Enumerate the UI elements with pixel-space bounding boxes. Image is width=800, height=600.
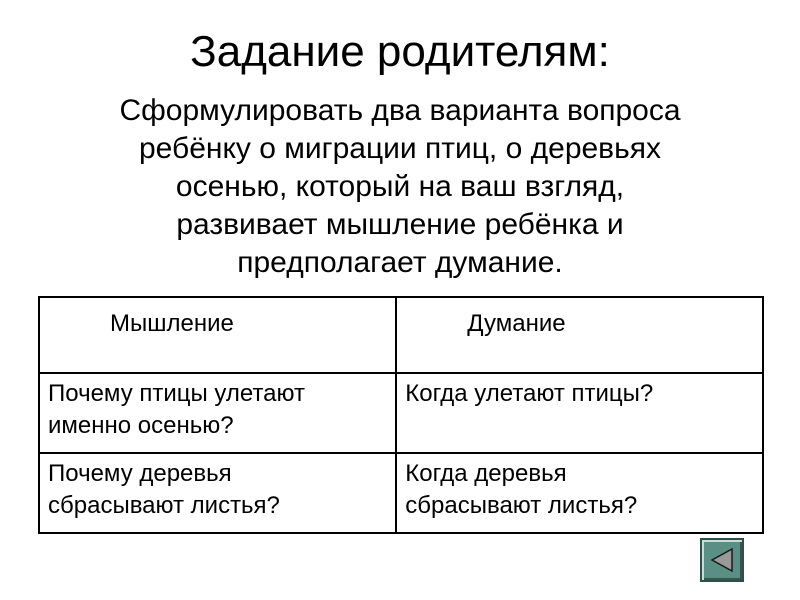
cell-line: Почему птицы улетают	[48, 380, 305, 407]
back-button[interactable]	[700, 538, 744, 582]
table-cell-thinking	[39, 373, 396, 453]
cell-line: Почему деревья	[48, 460, 232, 487]
task-description-line: осенью, который на ваш взгляд,	[175, 170, 625, 203]
table-cell-pondering	[396, 373, 763, 453]
slide-title: Задание родителям:	[190, 27, 610, 76]
task-description	[40, 92, 760, 282]
cell-line: именно осенью?	[48, 412, 234, 439]
cell-line: сбрасывают листья?	[48, 492, 280, 519]
task-description-line: Сформулировать два варианта вопроса	[119, 94, 681, 127]
table-header-row	[39, 297, 763, 373]
triangle-left-icon	[709, 547, 735, 573]
table-cell-thinking	[39, 453, 396, 533]
table-cell-pondering	[396, 453, 763, 533]
task-description-line: предполагает думание.	[237, 246, 563, 279]
table-row	[39, 373, 763, 453]
table-row	[39, 453, 763, 533]
cell-line: Когда улетают птицы?	[405, 380, 654, 407]
header-thinking: Мышление	[39, 297, 396, 373]
cell-line: сбрасывают листья?	[405, 492, 638, 519]
questions-table	[38, 296, 764, 534]
task-description-line: развивает мышление ребёнка и	[176, 208, 624, 241]
header-pondering: Думание	[396, 297, 763, 373]
task-description-line: ребёнку о миграции птиц, о деревьях	[139, 132, 661, 165]
cell-line: Когда деревья	[405, 460, 567, 487]
